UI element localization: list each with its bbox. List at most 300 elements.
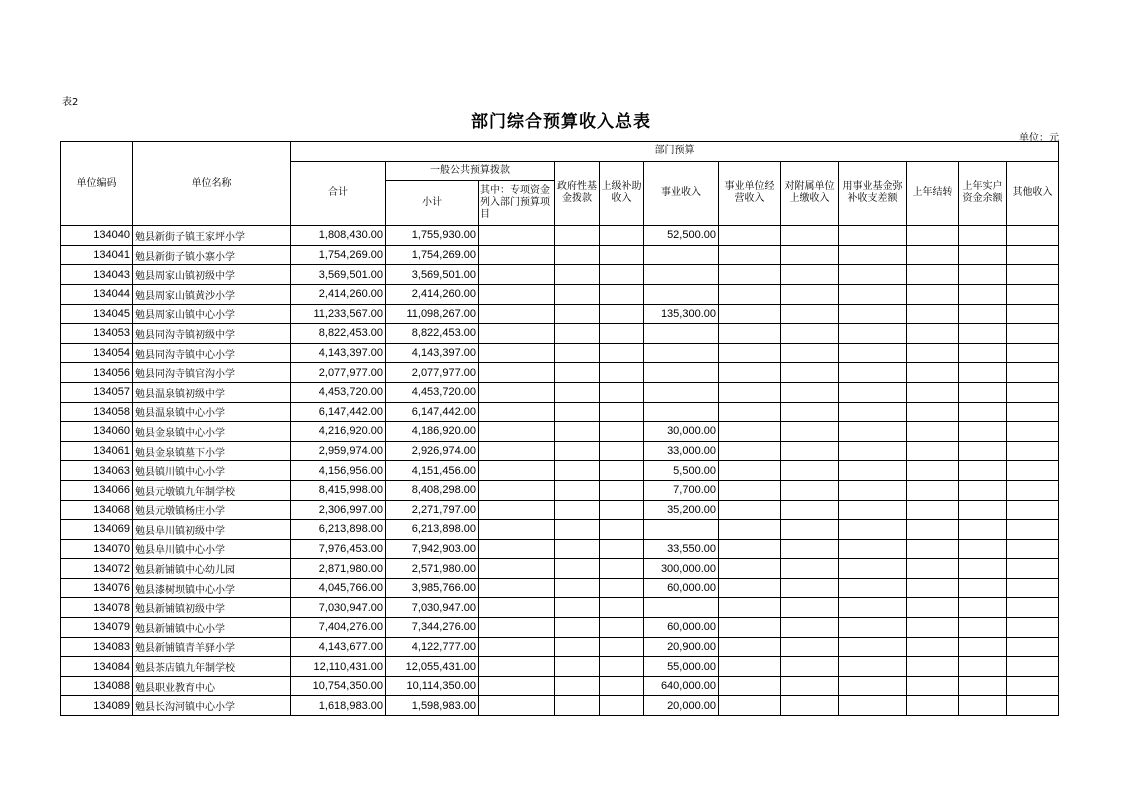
cell-special-funds: [479, 441, 555, 461]
cell-code: 134040: [61, 226, 133, 246]
cell-operating-income: [719, 363, 781, 383]
cell-superior-subsidy: [600, 402, 644, 422]
cell-reserve-fund: [839, 559, 907, 579]
cell-total: 2,306,997.00: [291, 500, 386, 520]
cell-name: 勉县茶店镇九年制学校: [133, 657, 291, 677]
cell-superior-subsidy: [600, 676, 644, 696]
cell-carryover: [907, 304, 959, 324]
cell-carryover: [907, 559, 959, 579]
cell-special-funds: [479, 382, 555, 402]
cell-code: 134070: [61, 539, 133, 559]
cell-reserve-fund: [839, 245, 907, 265]
cell-affiliated-income: [781, 245, 839, 265]
cell-business-income: 5,500.00: [644, 461, 719, 481]
cell-carryover: [907, 539, 959, 559]
header-affiliated-income: 对附属单位上缴收入: [781, 161, 839, 226]
cell-prior-balance: [959, 441, 1007, 461]
cell-other-income: [1007, 265, 1059, 285]
cell-other-income: [1007, 461, 1059, 481]
cell-operating-income: [719, 520, 781, 540]
cell-other-income: [1007, 245, 1059, 265]
cell-other-income: [1007, 382, 1059, 402]
table-row: [61, 343, 1059, 363]
header-operating-income: 事业单位经营收入: [719, 161, 781, 226]
cell-gov-fund: [555, 618, 600, 638]
cell-superior-subsidy: [600, 520, 644, 540]
cell-superior-subsidy: [600, 578, 644, 598]
cell-gov-fund: [555, 598, 600, 618]
cell-prior-balance: [959, 637, 1007, 657]
header-carryover: 上年结转: [907, 161, 959, 226]
cell-affiliated-income: [781, 265, 839, 285]
cell-subtotal: 4,453,720.00: [386, 382, 479, 402]
cell-subtotal: 2,414,260.00: [386, 284, 479, 304]
cell-reserve-fund: [839, 618, 907, 638]
cell-subtotal: 6,147,442.00: [386, 402, 479, 422]
cell-carryover: [907, 500, 959, 520]
cell-prior-balance: [959, 461, 1007, 481]
cell-prior-balance: [959, 245, 1007, 265]
header-code: 单位编码: [61, 142, 133, 226]
cell-operating-income: [719, 578, 781, 598]
cell-reserve-fund: [839, 226, 907, 246]
cell-carryover: [907, 363, 959, 383]
cell-affiliated-income: [781, 637, 839, 657]
cell-gov-fund: [555, 422, 600, 442]
cell-code: 134057: [61, 382, 133, 402]
cell-name: 勉县新铺镇中心小学: [133, 618, 291, 638]
cell-gov-fund: [555, 382, 600, 402]
cell-code: 134084: [61, 657, 133, 677]
cell-total: 1,754,269.00: [291, 245, 386, 265]
cell-superior-subsidy: [600, 480, 644, 500]
cell-gov-fund: [555, 226, 600, 246]
cell-superior-subsidy: [600, 461, 644, 481]
cell-carryover: [907, 441, 959, 461]
cell-total: 10,754,350.00: [291, 676, 386, 696]
cell-prior-balance: [959, 422, 1007, 442]
cell-affiliated-income: [781, 676, 839, 696]
cell-other-income: [1007, 284, 1059, 304]
cell-subtotal: 6,213,898.00: [386, 520, 479, 540]
cell-prior-balance: [959, 265, 1007, 285]
cell-superior-subsidy: [600, 598, 644, 618]
cell-gov-fund: [555, 324, 600, 344]
cell-reserve-fund: [839, 520, 907, 540]
header-other-income: 其他收入: [1007, 161, 1059, 226]
cell-business-income: 135,300.00: [644, 304, 719, 324]
cell-business-income: [644, 382, 719, 402]
header-dept-budget: 部门预算: [291, 142, 1059, 162]
cell-affiliated-income: [781, 324, 839, 344]
cell-gov-fund: [555, 539, 600, 559]
cell-operating-income: [719, 539, 781, 559]
cell-special-funds: [479, 696, 555, 716]
cell-name: 勉县周家山镇中心小学: [133, 304, 291, 324]
cell-total: 4,143,677.00: [291, 637, 386, 657]
cell-carryover: [907, 520, 959, 540]
cell-name: 勉县金泉镇中心小学: [133, 422, 291, 442]
cell-prior-balance: [959, 226, 1007, 246]
cell-prior-balance: [959, 696, 1007, 716]
cell-prior-balance: [959, 598, 1007, 618]
cell-other-income: [1007, 226, 1059, 246]
cell-reserve-fund: [839, 539, 907, 559]
cell-total: 2,871,980.00: [291, 559, 386, 579]
cell-prior-balance: [959, 520, 1007, 540]
cell-operating-income: [719, 618, 781, 638]
cell-reserve-fund: [839, 284, 907, 304]
cell-name: 勉县同沟寺镇初级中学: [133, 324, 291, 344]
cell-other-income: [1007, 559, 1059, 579]
cell-superior-subsidy: [600, 304, 644, 324]
cell-business-income: [644, 402, 719, 422]
cell-subtotal: 4,143,397.00: [386, 343, 479, 363]
cell-business-income: [644, 343, 719, 363]
cell-affiliated-income: [781, 618, 839, 638]
cell-code: 134056: [61, 363, 133, 383]
cell-prior-balance: [959, 539, 1007, 559]
cell-name: 勉县温泉镇中心小学: [133, 402, 291, 422]
table-row: [61, 324, 1059, 344]
cell-superior-subsidy: [600, 284, 644, 304]
cell-subtotal: 3,569,501.00: [386, 265, 479, 285]
cell-reserve-fund: [839, 657, 907, 677]
table-row: [61, 618, 1059, 638]
cell-special-funds: [479, 598, 555, 618]
cell-other-income: [1007, 324, 1059, 344]
cell-name: 勉县阜川镇初级中学: [133, 520, 291, 540]
cell-total: 2,414,260.00: [291, 284, 386, 304]
cell-business-income: [644, 598, 719, 618]
header-name: 单位名称: [133, 142, 291, 226]
cell-code: 134044: [61, 284, 133, 304]
cell-prior-balance: [959, 618, 1007, 638]
cell-code: 134060: [61, 422, 133, 442]
cell-affiliated-income: [781, 226, 839, 246]
cell-prior-balance: [959, 304, 1007, 324]
cell-affiliated-income: [781, 343, 839, 363]
cell-subtotal: 7,344,276.00: [386, 618, 479, 638]
table-row: [61, 422, 1059, 442]
cell-prior-balance: [959, 480, 1007, 500]
cell-operating-income: [719, 441, 781, 461]
cell-special-funds: [479, 461, 555, 481]
cell-carryover: [907, 343, 959, 363]
table-row: [61, 500, 1059, 520]
cell-name: 勉县新铺镇中心幼儿园: [133, 559, 291, 579]
table-row: [61, 461, 1059, 481]
cell-operating-income: [719, 382, 781, 402]
cell-reserve-fund: [839, 363, 907, 383]
cell-reserve-fund: [839, 402, 907, 422]
cell-carryover: [907, 382, 959, 402]
cell-special-funds: [479, 402, 555, 422]
cell-subtotal: 2,271,797.00: [386, 500, 479, 520]
cell-prior-balance: [959, 382, 1007, 402]
cell-prior-balance: [959, 324, 1007, 344]
cell-business-income: 35,200.00: [644, 500, 719, 520]
cell-code: 134076: [61, 578, 133, 598]
cell-superior-subsidy: [600, 226, 644, 246]
cell-reserve-fund: [839, 441, 907, 461]
cell-subtotal: 2,926,974.00: [386, 441, 479, 461]
cell-total: 1,808,430.00: [291, 226, 386, 246]
cell-carryover: [907, 578, 959, 598]
cell-business-income: [644, 265, 719, 285]
cell-total: 4,045,766.00: [291, 578, 386, 598]
cell-operating-income: [719, 402, 781, 422]
table-row: [61, 265, 1059, 285]
table-row: [61, 696, 1059, 716]
cell-code: 134041: [61, 245, 133, 265]
cell-prior-balance: [959, 676, 1007, 696]
cell-total: 6,213,898.00: [291, 520, 386, 540]
cell-operating-income: [719, 637, 781, 657]
header-prior-balance: 上年实户资金余额: [959, 161, 1007, 226]
cell-affiliated-income: [781, 461, 839, 481]
cell-total: 3,569,501.00: [291, 265, 386, 285]
cell-affiliated-income: [781, 382, 839, 402]
table-row: [61, 382, 1059, 402]
cell-total: 12,110,431.00: [291, 657, 386, 677]
cell-code: 134088: [61, 676, 133, 696]
cell-affiliated-income: [781, 578, 839, 598]
cell-prior-balance: [959, 284, 1007, 304]
table-number: 表2: [62, 97, 79, 108]
cell-other-income: [1007, 696, 1059, 716]
cell-operating-income: [719, 500, 781, 520]
cell-other-income: [1007, 402, 1059, 422]
table-row: [61, 304, 1059, 324]
cell-subtotal: 7,030,947.00: [386, 598, 479, 618]
cell-subtotal: 12,055,431.00: [386, 657, 479, 677]
cell-business-income: 33,550.00: [644, 539, 719, 559]
cell-reserve-fund: [839, 578, 907, 598]
cell-other-income: [1007, 676, 1059, 696]
cell-business-income: [644, 520, 719, 540]
table-row: [61, 637, 1059, 657]
cell-code: 134058: [61, 402, 133, 422]
cell-superior-subsidy: [600, 696, 644, 716]
cell-special-funds: [479, 226, 555, 246]
cell-special-funds: [479, 343, 555, 363]
cell-reserve-fund: [839, 422, 907, 442]
cell-operating-income: [719, 598, 781, 618]
table-row: [61, 598, 1059, 618]
cell-business-income: 300,000.00: [644, 559, 719, 579]
cell-carryover: [907, 402, 959, 422]
cell-total: 8,822,453.00: [291, 324, 386, 344]
cell-special-funds: [479, 363, 555, 383]
cell-name: 勉县漆树坝镇中心小学: [133, 578, 291, 598]
cell-superior-subsidy: [600, 559, 644, 579]
cell-name: 勉县元墩镇九年制学校: [133, 480, 291, 500]
cell-name: 勉县同沟寺镇官沟小学: [133, 363, 291, 383]
cell-operating-income: [719, 284, 781, 304]
cell-operating-income: [719, 324, 781, 344]
cell-name: 勉县同沟寺镇中心小学: [133, 343, 291, 363]
cell-code: 134068: [61, 500, 133, 520]
cell-subtotal: 1,598,983.00: [386, 696, 479, 716]
cell-subtotal: 4,186,920.00: [386, 422, 479, 442]
cell-reserve-fund: [839, 461, 907, 481]
unit-label: 单位：元: [1019, 133, 1059, 144]
header-superior-subsidy: 上级补助收入: [600, 161, 644, 226]
cell-name: 勉县周家山镇初级中学: [133, 265, 291, 285]
cell-affiliated-income: [781, 598, 839, 618]
cell-total: 7,976,453.00: [291, 539, 386, 559]
cell-special-funds: [479, 324, 555, 344]
cell-superior-subsidy: [600, 324, 644, 344]
cell-operating-income: [719, 461, 781, 481]
cell-subtotal: 1,755,930.00: [386, 226, 479, 246]
cell-code: 134053: [61, 324, 133, 344]
header-special-funds: 其中：专项资金列入部门预算项目: [479, 181, 555, 226]
cell-operating-income: [719, 343, 781, 363]
cell-gov-fund: [555, 402, 600, 422]
cell-business-income: 33,000.00: [644, 441, 719, 461]
cell-code: 134045: [61, 304, 133, 324]
cell-carryover: [907, 480, 959, 500]
header-total: 合计: [291, 161, 386, 226]
cell-total: 4,453,720.00: [291, 382, 386, 402]
cell-carryover: [907, 324, 959, 344]
table-row: [61, 520, 1059, 540]
cell-operating-income: [719, 245, 781, 265]
cell-code: 134054: [61, 343, 133, 363]
cell-operating-income: [719, 226, 781, 246]
cell-code: 134063: [61, 461, 133, 481]
cell-operating-income: [719, 422, 781, 442]
cell-affiliated-income: [781, 559, 839, 579]
cell-subtotal: 4,151,456.00: [386, 461, 479, 481]
cell-subtotal: 2,571,980.00: [386, 559, 479, 579]
cell-reserve-fund: [839, 637, 907, 657]
cell-gov-fund: [555, 520, 600, 540]
cell-business-income: 55,000.00: [644, 657, 719, 677]
cell-business-income: 7,700.00: [644, 480, 719, 500]
cell-prior-balance: [959, 578, 1007, 598]
cell-name: 勉县元墩镇杨庄小学: [133, 500, 291, 520]
cell-other-income: [1007, 657, 1059, 677]
cell-special-funds: [479, 578, 555, 598]
cell-total: 7,404,276.00: [291, 618, 386, 638]
header-general-budget: 一般公共预算拨款: [386, 161, 555, 181]
table-row: [61, 226, 1059, 246]
cell-superior-subsidy: [600, 343, 644, 363]
cell-other-income: [1007, 304, 1059, 324]
table-row: [61, 363, 1059, 383]
cell-name: 勉县长沟河镇中心小学: [133, 696, 291, 716]
cell-carryover: [907, 284, 959, 304]
cell-gov-fund: [555, 559, 600, 579]
cell-business-income: [644, 363, 719, 383]
table-row: [61, 402, 1059, 422]
cell-carryover: [907, 598, 959, 618]
cell-subtotal: 10,114,350.00: [386, 676, 479, 696]
cell-carryover: [907, 618, 959, 638]
cell-affiliated-income: [781, 402, 839, 422]
table-body: [61, 226, 1059, 716]
cell-other-income: [1007, 480, 1059, 500]
cell-superior-subsidy: [600, 618, 644, 638]
cell-gov-fund: [555, 441, 600, 461]
cell-prior-balance: [959, 343, 1007, 363]
cell-prior-balance: [959, 657, 1007, 677]
cell-name: 勉县新街子镇小寨小学: [133, 245, 291, 265]
cell-prior-balance: [959, 500, 1007, 520]
cell-gov-fund: [555, 696, 600, 716]
cell-carryover: [907, 226, 959, 246]
cell-subtotal: 8,408,298.00: [386, 480, 479, 500]
table-row: [61, 441, 1059, 461]
cell-superior-subsidy: [600, 422, 644, 442]
cell-reserve-fund: [839, 265, 907, 285]
cell-business-income: [644, 245, 719, 265]
table-row: [61, 559, 1059, 579]
cell-other-income: [1007, 598, 1059, 618]
cell-special-funds: [479, 422, 555, 442]
cell-name: 勉县周家山镇黄沙小学: [133, 284, 291, 304]
cell-affiliated-income: [781, 480, 839, 500]
cell-business-income: 30,000.00: [644, 422, 719, 442]
cell-total: 2,077,977.00: [291, 363, 386, 383]
cell-total: 1,618,983.00: [291, 696, 386, 716]
cell-total: 4,216,920.00: [291, 422, 386, 442]
cell-subtotal: 2,077,977.00: [386, 363, 479, 383]
cell-business-income: [644, 324, 719, 344]
cell-affiliated-income: [781, 422, 839, 442]
cell-reserve-fund: [839, 382, 907, 402]
cell-other-income: [1007, 343, 1059, 363]
cell-business-income: 640,000.00: [644, 676, 719, 696]
cell-superior-subsidy: [600, 539, 644, 559]
cell-special-funds: [479, 520, 555, 540]
cell-code: 134072: [61, 559, 133, 579]
cell-special-funds: [479, 539, 555, 559]
cell-operating-income: [719, 265, 781, 285]
header-business-income: 事业收入: [644, 161, 719, 226]
cell-operating-income: [719, 657, 781, 677]
cell-subtotal: 1,754,269.00: [386, 245, 479, 265]
cell-gov-fund: [555, 578, 600, 598]
cell-gov-fund: [555, 500, 600, 520]
cell-gov-fund: [555, 676, 600, 696]
cell-special-funds: [479, 676, 555, 696]
cell-subtotal: 8,822,453.00: [386, 324, 479, 344]
cell-other-income: [1007, 363, 1059, 383]
cell-superior-subsidy: [600, 657, 644, 677]
cell-gov-fund: [555, 265, 600, 285]
cell-business-income: 20,000.00: [644, 696, 719, 716]
cell-business-income: 52,500.00: [644, 226, 719, 246]
cell-total: 4,143,397.00: [291, 343, 386, 363]
cell-subtotal: 3,985,766.00: [386, 578, 479, 598]
cell-superior-subsidy: [600, 245, 644, 265]
cell-other-income: [1007, 500, 1059, 520]
cell-other-income: [1007, 618, 1059, 638]
cell-subtotal: 4,122,777.00: [386, 637, 479, 657]
cell-reserve-fund: [839, 676, 907, 696]
cell-operating-income: [719, 676, 781, 696]
cell-other-income: [1007, 578, 1059, 598]
cell-reserve-fund: [839, 696, 907, 716]
cell-code: 134066: [61, 480, 133, 500]
cell-gov-fund: [555, 657, 600, 677]
cell-reserve-fund: [839, 343, 907, 363]
cell-business-income: 60,000.00: [644, 618, 719, 638]
